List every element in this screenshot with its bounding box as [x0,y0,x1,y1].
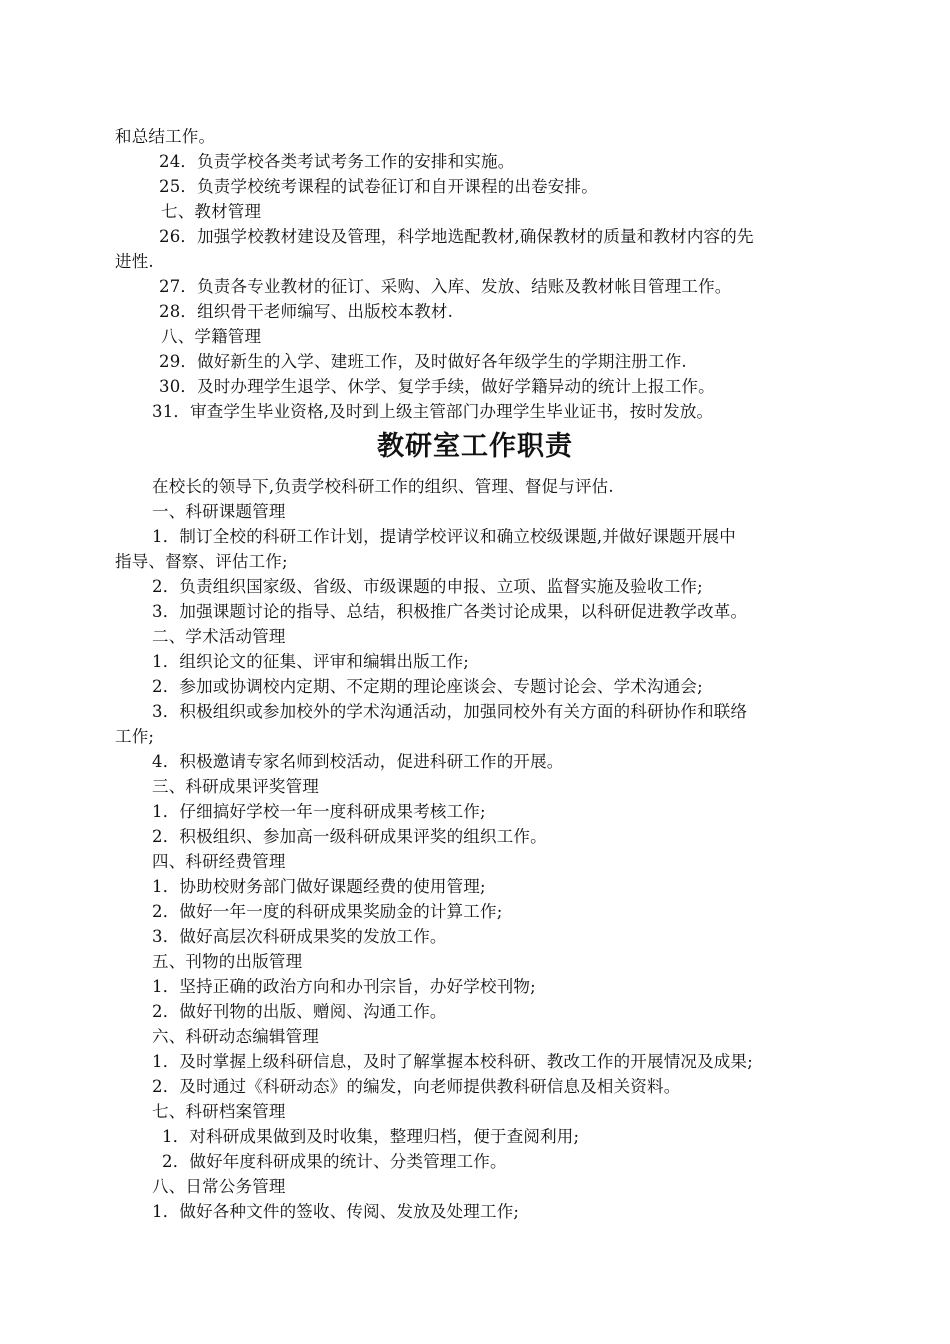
section-heading: 三、科研成果评奖管理 [152,777,319,796]
section-heading: 二、学术活动管理 [152,627,286,646]
section-heading: 八、学籍管理 [161,327,262,346]
page-title: 教研室工作职责 [377,431,573,462]
list-item: 25．负责学校统考课程的试卷征订和自开课程的出卷安排。 [159,177,598,196]
list-item: 30．及时办理学生退学、休学、复学手续，做好学籍异动的统计上报工作。 [159,377,715,396]
list-item: 2．做好刊物的出版、赠阅、沟通工作。 [152,1002,447,1021]
list-item: 27．负责各专业教材的征订、采购、入库、发放、结账及教材帐目管理工作。 [159,277,732,296]
text-line: 指导、督察、评估工作; [115,552,288,571]
list-item: 1．制订全校的科研工作计划，提请学校评议和确立校级课题,并做好课题开展中 [152,527,736,546]
list-item: 2．及时通过《科研动态》的编发，向老师提供教科研信息及相关资料。 [152,1077,681,1096]
section-heading: 八、日常公务管理 [152,1177,286,1196]
list-item: 1．组织论文的征集、评审和编辑出版工作; [152,652,470,671]
list-item: 2．积极组织、参加高一级科研成果评奖的组织工作。 [152,827,547,846]
text-line: 进性. [115,252,154,271]
section-heading: 七、科研档案管理 [152,1102,286,1121]
section-heading: 四、科研经费管理 [152,852,286,871]
list-item: 1．坚持正确的政治方向和办刊宗旨，办好学校刊物; [152,977,536,996]
list-item: 2．做好年度科研成果的统计、分类管理工作。 [162,1152,507,1171]
section-heading: 七、教材管理 [161,202,262,221]
section-heading: 五、刊物的出版管理 [152,952,303,971]
list-item: 1．仔细搞好学校一年一度科研成果考核工作; [152,802,486,821]
list-item: 2．做好一年一度的科研成果奖励金的计算工作; [152,902,503,921]
list-item: 29．做好新生的入学、建班工作，及时做好各年级学生的学期注册工作. [159,352,687,371]
list-item: 31．审查学生毕业资格,及时到上级主管部门办理学生毕业证书，按时发放。 [152,402,714,421]
list-item: 3．加强课题讨论的指导、总结，积极推广各类讨论成果，以科研促进教学改革。 [152,602,748,621]
list-item: 1．做好各种文件的签收、传阅、发放及处理工作; [152,1202,520,1221]
list-item: 2．负责组织国家级、省级、市级课题的申报、立项、监督实施及验收工作; [152,577,703,596]
section-heading: 六、科研动态编辑管理 [152,1027,319,1046]
text-line: 和总结工作。 [115,127,216,146]
intro-paragraph: 在校长的领导下,负责学校科研工作的组织、管理、督促与评估. [152,477,614,496]
list-item: 3．做好高层次科研成果奖的发放工作。 [152,927,447,946]
list-item: 1．协助校财务部门做好课题经费的使用管理; [152,877,486,896]
list-item: 24．负责学校各类考试考务工作的安排和实施。 [159,152,515,171]
list-item: 1．对科研成果做到及时收集，整理归档，便于查阅利用; [162,1127,580,1146]
list-item: 3．积极组织或参加校外的学术沟通活动，加强同校外有关方面的科研协作和联络 [152,702,748,721]
text-line: 工作; [115,727,155,746]
section-heading: 一、科研课题管理 [152,502,286,521]
list-item: 4．积极邀请专家名师到校活动，促进科研工作的开展。 [152,752,564,771]
list-item: 1．及时掌握上级科研信息，及时了解掌握本校科研、教改工作的开展情况及成果; [152,1052,753,1071]
list-item: 26．加强学校教材建设及管理，科学地选配教材,确保教材的质量和教材内容的先 [159,227,754,246]
list-item: 28．组织骨干老师编写、出版校本教材. [159,302,454,321]
list-item: 2．参加或协调校内定期、不定期的理论座谈会、专题讨论会、学术沟通会; [152,677,703,696]
